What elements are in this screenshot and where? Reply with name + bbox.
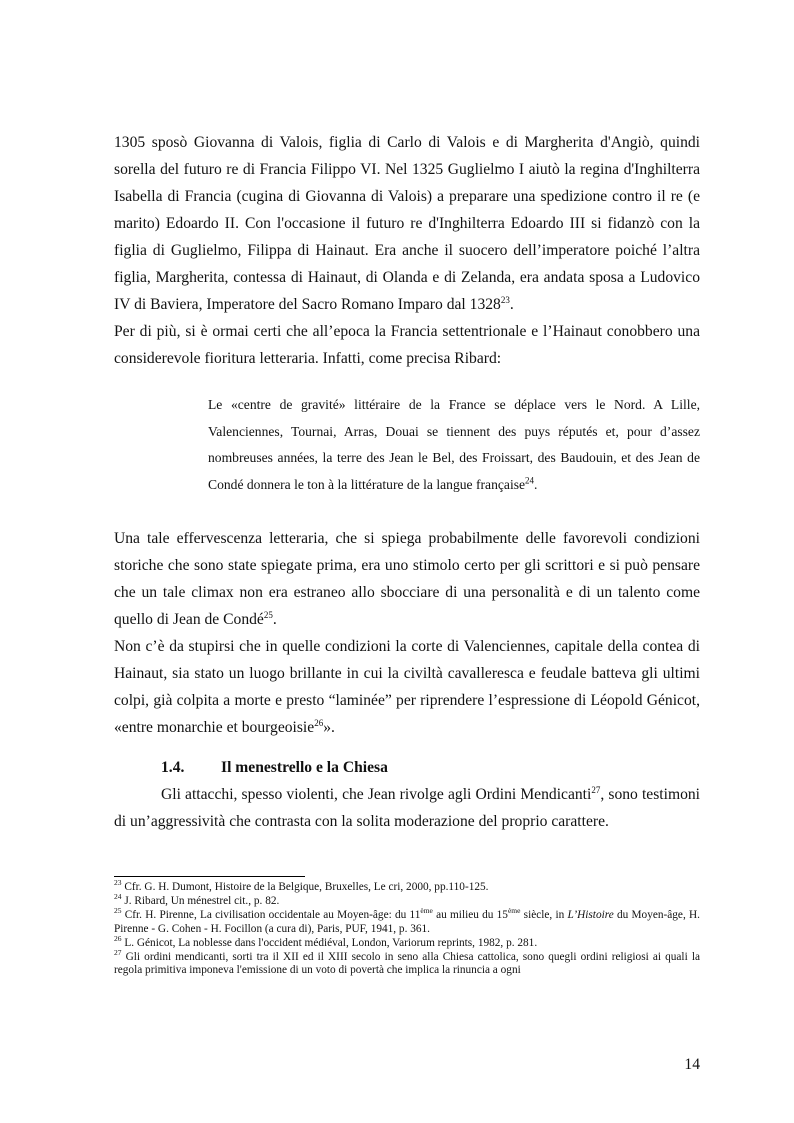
body-text bbox=[114, 129, 700, 372]
paragraph-text: 1305 sposò Giovanna di Valois, figlia di Carlo di Valois e di Margherita d'Angiò, quindi sorella del futuro re di Francia Filippo VI. Nel 1325 Guglielmo I aiutò la regina d'Inghilterra Isabella di Francia (cugina di Giovanna di Valois) a preparare una spedizione contro il re (e marito) Edoardo II. Con l'occasione il futuro re d'Inghilterra Edoardo III si fidanzò con la figlia di Guglielmo, Filippa di Hainaut. Era anche il suocero dell’imperatore poiché l’altra figlia, Margherita, contessa di Hainaut, di Olanda e di Zelanda, era andata sposa a Ludovico IV di Baviera, Imperatore del Sacro Romano Imparo dal 1328 bbox=[114, 134, 700, 313]
footnote-text: Cfr. G. H. Dumont, Histoire de la Belgique, Bruxelles, Le cri, 2000, pp.110-125. bbox=[121, 881, 489, 893]
footnote-ref: 24 bbox=[525, 474, 535, 485]
punctuation: ». bbox=[323, 719, 335, 736]
footnote-ref: 25 bbox=[263, 609, 273, 620]
footnote-text: du Moyen-âge, H. Pirenne - G. Cohen - H. Focillon (a cura di), Paris, PUF, 1941, p. 361. bbox=[114, 908, 700, 935]
footnote bbox=[114, 947, 700, 979]
paragraph-text: Una tale effervescenza letteraria, che si spiega probabilmente delle favorevoli condizioni storiche che sono state spiegate prima, era uno stimolo certo per gli scrittori e si può pensare che un tale climax non era estraneo allo sbocciare di una personalità e di un talento come quello di Jean de Condé bbox=[114, 530, 700, 628]
footnote-text: siècle, in bbox=[520, 908, 568, 921]
paragraph: 1305 sposò Giovanna di Valois, figlia di Carlo di Valois e di Margherita d'Angiò, quindi sorella del futuro re di Francia Filippo VI. Nel 1325 Guglielmo I aiutò la regina d'Inghilterra Isabella di Francia (cugina di Giovanna di Valois) a preparare una spedizione contro il re (e marito) Edoardo II. Con l'occasione il futuro re d'Inghilterra Edoardo III si fidanzò con la figlia di Guglielmo, Filippa di Hainaut. Era anche il suocero dell’imperatore poiché l’altra figlia, Margherita, contessa di Hainaut, di Olanda e di Zelanda, era andata sposa a Ludovico IV di Baviera, Imperatore del Sacro Romano Imparo dal 1328$^{23}$. bbox=[114, 134, 700, 313]
footnote-ref: 27 bbox=[591, 784, 601, 795]
footnote-text: Gli ordini mendicanti, sorti tra il XII ed il XIII secolo in seno alla Chiesa cattolica, sono quegli ordini religiosi ai quali la regola primitiva imponeva l'emissione di un voto di povertà che implica la rinuncia a ogni bbox=[114, 950, 700, 977]
footnote-number: 23 bbox=[114, 878, 122, 888]
superscript: ème bbox=[420, 906, 433, 916]
paragraph: Per di più, si è ormai certi che all’epoca la Francia settentrionale e l’Hainaut conobbero una considerevole fioritura letteraria. Infatti, come precisa Ribard: bbox=[114, 323, 700, 367]
footnote bbox=[114, 933, 700, 951]
page-number: 14 bbox=[684, 1056, 700, 1073]
footnote-number: 26 bbox=[114, 933, 122, 943]
superscript: ème bbox=[507, 906, 521, 916]
paragraph-text: Non c’è da stupirsi che in quelle condizioni la corte di Valenciennes, capitale della contea di Hainaut, sia stato un luogo brillante in cui la civiltà cavalleresca e feudale batteva gli ultimi colpi, già colpita a morte e presto “laminée” per riprendere l’espressione di Léopold Génicot, «entre monarchie et bourgeoisie bbox=[114, 638, 700, 736]
footnote bbox=[114, 892, 700, 909]
paragraph bbox=[114, 525, 700, 633]
paragraph-text: , sono testimoni di un’aggressività che contrasta con la solita moderazione del proprio carattere. bbox=[114, 786, 700, 830]
footnote bbox=[114, 906, 700, 937]
main-text bbox=[114, 129, 700, 835]
body-text bbox=[114, 781, 700, 835]
footnote-text: Cfr. H. Pirenne, La civilisation occidentale au Moyen-âge: du 11 bbox=[121, 908, 421, 921]
footnote-number: 24 bbox=[114, 892, 122, 902]
footnote-text: L. Génicot, La noblesse dans l'occident médiéval, London, Variorum reprints, 1982, p. 281. bbox=[121, 936, 538, 949]
punctuation: . bbox=[272, 611, 277, 628]
paragraph bbox=[114, 633, 700, 741]
paragraph bbox=[114, 781, 700, 835]
section-heading bbox=[161, 754, 700, 781]
footnote-text: au milieu du 15 bbox=[432, 908, 508, 921]
footnote-ref: 23 bbox=[500, 294, 510, 305]
footnote-ref: 26 bbox=[314, 717, 324, 728]
footnote-number: 27 bbox=[114, 947, 122, 957]
footnote-number: 25 bbox=[114, 906, 122, 916]
footnote bbox=[114, 878, 700, 895]
paragraph-text: Gli attacchi, spesso violenti, che Jean rivolge agli Ordini Mendicanti bbox=[161, 786, 592, 803]
section-number: 1.4. bbox=[161, 759, 185, 776]
quote-text: Le «centre de gravité» littéraire de la France se déplace vers le Nord. A Lille, Valenciennes, Tournai, Arras, Douai se tiennent des puys réputés et, pour d’assez nombreuses années, la terre des Jean le Bel, des Froissart, des Baudouin, et des Jean de Condé donnera le ton à la littérature de la langue française bbox=[208, 397, 700, 492]
footnote-italic-title: L’Histoire bbox=[567, 908, 614, 921]
punctuation: . bbox=[534, 476, 538, 492]
footnotes bbox=[114, 878, 700, 978]
body-text bbox=[114, 525, 700, 741]
block-quote bbox=[208, 392, 700, 498]
footnote-separator bbox=[114, 876, 305, 877]
section-title: Il menestrello e la Chiesa bbox=[221, 759, 388, 776]
footnote-text: J. Ribard, Un ménestrel cit., p. 82. bbox=[121, 894, 280, 907]
